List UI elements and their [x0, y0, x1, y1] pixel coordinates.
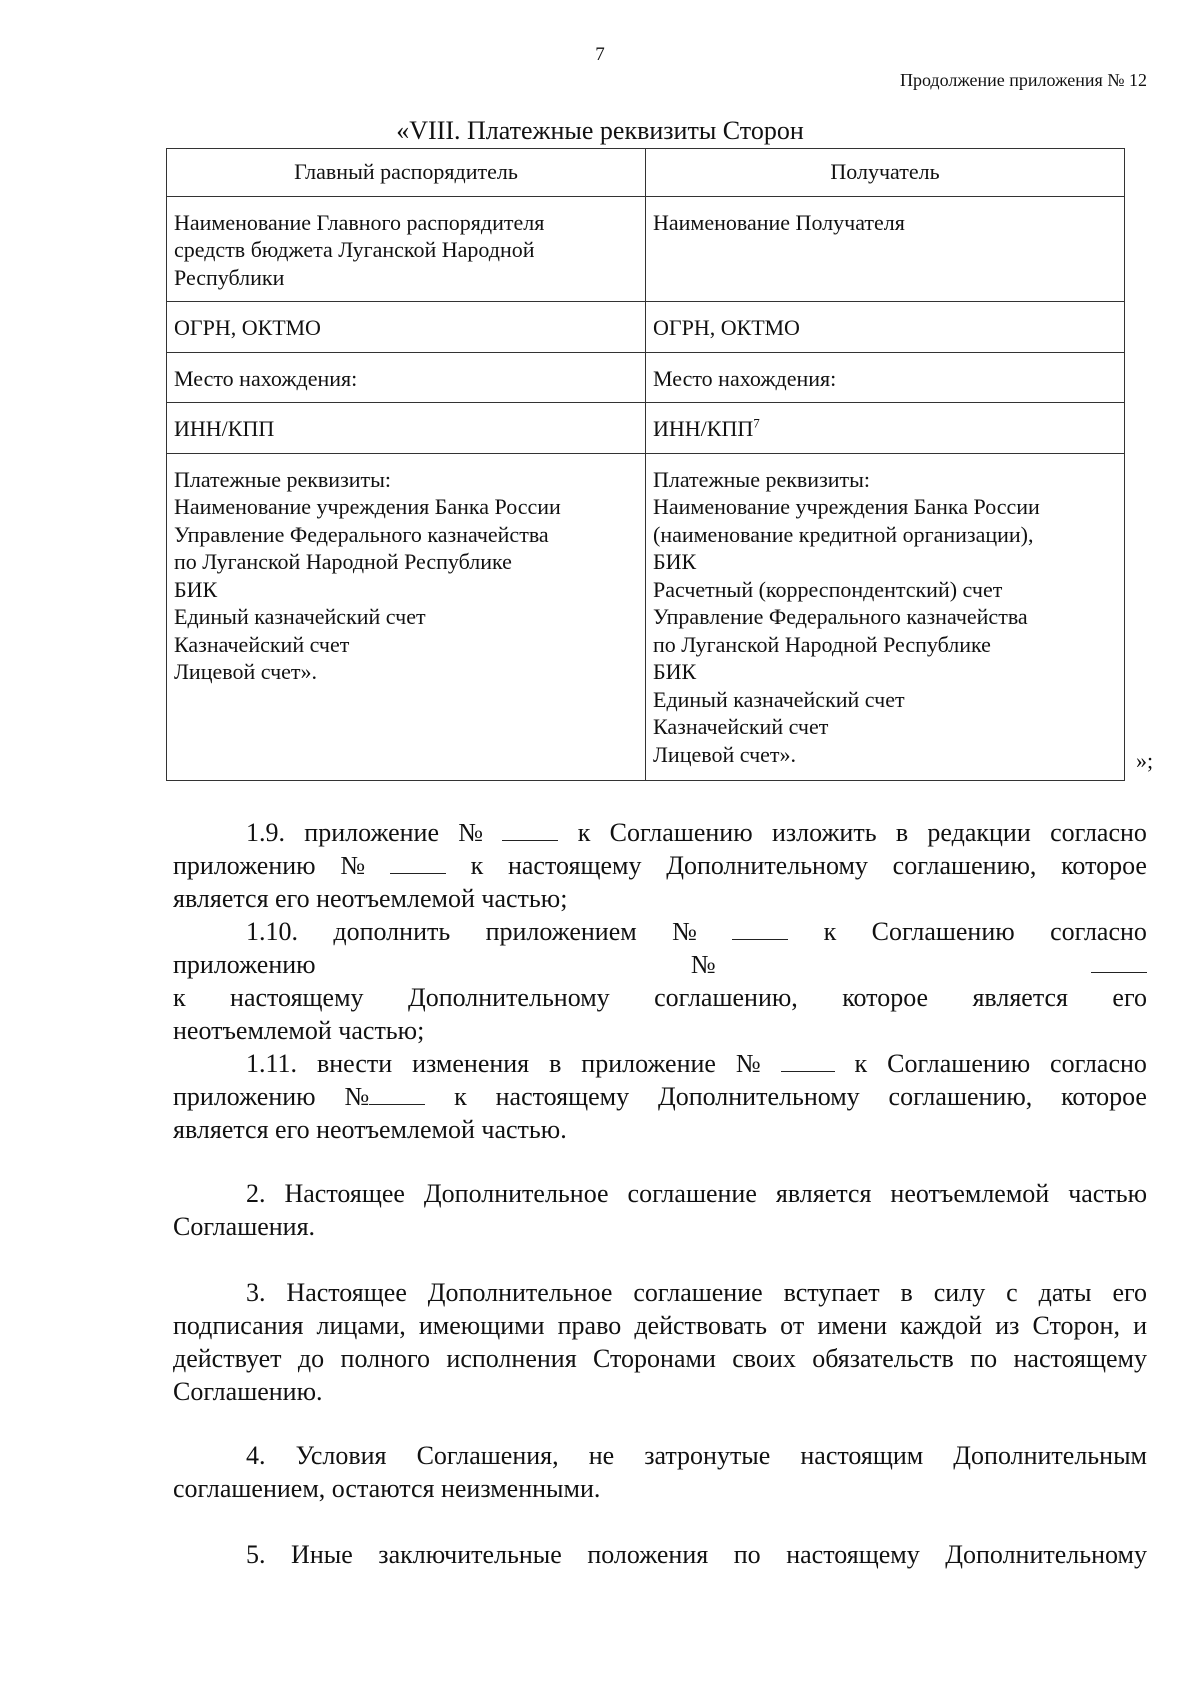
blank-field: [390, 849, 446, 874]
item-4: 4. Условия Соглашения, не затронутые настоящим Дополнительным соглашением, остаются неизменными.: [173, 1441, 1147, 1503]
appendix-continuation-label: Продолжение приложения № 12: [899, 70, 1147, 90]
column-header-chief-manager: Главный распорядитель: [167, 149, 646, 197]
item-1-11-line-1: 1.11. внести изменения в приложение № к Соглашению согласно: [246, 1049, 1147, 1078]
column-header-recipient: Получатель: [646, 149, 1125, 197]
cell-chief-manager-payment: Платежные реквизиты: Наименование учреждения Банка России Управление Федерального казначейства по Луганской Народной Республике БИК Единый казначейский счет Казначейский счет Лицевой счет».: [167, 453, 646, 780]
item-1-9-line-2: приложению № к настоящему Дополнительному соглашению, которое: [173, 851, 1147, 880]
cell-chief-manager-ogrn: ОГРН, ОКТМО: [167, 302, 646, 353]
cell-recipient-ogrn: ОГРН, ОКТМО: [646, 302, 1125, 353]
item-3: 3. Настоящее Дополнительное соглашение вступает в силу с даты его подписания лицами, имеющими право действовать от имени каждой из Сторон, и действует до полного исполнения Сторонами своих обязательств по настоящему Соглашению.: [173, 1278, 1147, 1406]
section-title: «VIII. Платежные реквизиты Сторон: [396, 116, 804, 145]
cell-recipient-name: Наименование Получателя: [646, 196, 1125, 302]
item-1-10-line-1: 1.10. дополнить приложением № к Соглашению согласно: [246, 917, 1147, 946]
blank-field: [781, 1047, 835, 1072]
blank-field: [732, 915, 788, 940]
item-1-11-line-2: приложению № к настоящему Дополнительному соглашению, которое: [173, 1082, 1147, 1111]
item-1-10: [173, 915, 1147, 1047]
cell-recipient-location: Место нахождения:: [646, 352, 1125, 403]
table-row-ogrn: [167, 302, 1125, 353]
table-row-payment-details: [167, 453, 1125, 780]
cell-recipient-payment: Платежные реквизиты: Наименование учреждения Банка России (наименование кредитной организации), БИК Расчетный (корреспондентский) счет Управление Федерального казначейства по Луганской Народной Республике БИК Единый казначейский счет Казначейский счет Лицевой счет».: [646, 453, 1125, 780]
page-number: 7: [595, 44, 605, 65]
item-2: 2. Настоящее Дополнительное соглашение является неотъемлемой частью Соглашения.: [173, 1179, 1147, 1241]
blank-field: [369, 1080, 425, 1105]
item-1-9: [173, 816, 1147, 915]
cell-chief-manager-inn: ИНН/КПП: [167, 403, 646, 454]
table-row-name: [167, 196, 1125, 302]
item-1-9-line-1: 1.9. приложение № к Соглашению изложить в редакции согласно: [246, 818, 1147, 847]
payment-details-table: [166, 148, 1125, 781]
table-header-row: [167, 149, 1125, 197]
cell-chief-manager-location: Место нахождения:: [167, 352, 646, 403]
blank-field: [1091, 948, 1147, 973]
item-1-10-line-3: к настоящему Дополнительному соглашению, которое является его: [173, 983, 1147, 1012]
item-1-10-line-4: неотъемлемой частью;: [173, 1016, 425, 1045]
item-1-11: [173, 1047, 1147, 1146]
cell-recipient-inn: ИНН/КПП$^7$: [646, 403, 1125, 454]
item-1-11-line-3: является его неотъемлемой частью.: [173, 1115, 567, 1144]
item-1-10-line-2: приложению №: [173, 948, 1147, 981]
cell-chief-manager-name: Наименование Главного распорядителя средств бюджета Луганской Народной Республики: [167, 196, 646, 302]
footnote-marker: 7: [753, 415, 760, 431]
table-row-inn: [167, 403, 1125, 454]
table-closing-quote: »;: [1136, 748, 1154, 773]
blank-field: [502, 816, 558, 841]
item-5: 5. Иные заключительные положения по настоящему Дополнительному: [246, 1540, 1147, 1569]
item-1-9-line-3: является его неотъемлемой частью;: [173, 884, 568, 913]
table-row-location: [167, 352, 1125, 403]
